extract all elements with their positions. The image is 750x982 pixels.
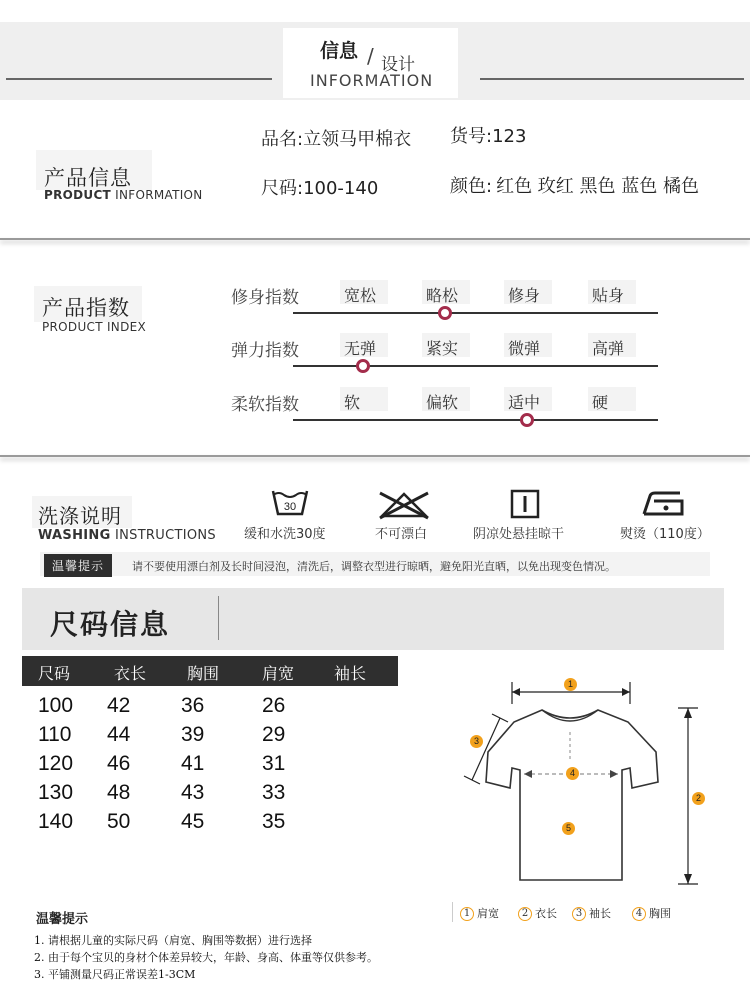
index-option: 偏软 [426, 393, 459, 412]
marker-1: 1 [564, 678, 577, 691]
iron-icon [638, 488, 686, 518]
col-chest: 胸围 [187, 664, 220, 683]
size-cell: 41 [181, 752, 205, 775]
col-length: 衣长 [114, 664, 147, 683]
size-cell: 44 [107, 723, 131, 746]
notes-title: 温馨提示 [36, 912, 89, 927]
index-option: 紧实 [426, 339, 459, 358]
notes-line-3: 3. 平铺测量尺码正常误差1-3CM [34, 968, 196, 981]
tshirt-diagram [450, 670, 740, 902]
hang-dry-icon [510, 489, 540, 519]
marker-2: 2 [692, 792, 705, 805]
product-info-subtitle: PRODUCT INFORMATION [44, 188, 203, 202]
size-cell: 48 [107, 781, 131, 804]
col-size: 尺码 [38, 664, 71, 683]
hang-dry-caption: 阴凉处悬挂晾干 [473, 527, 565, 542]
tip-text: 请不要使用漂白剂及长时间浸泡，清洗后，调整衣型进行晾晒，避免阳光直晒，以免出现变色情况。 [132, 560, 616, 573]
index-option: 高弹 [592, 339, 625, 358]
size-title-divider [218, 596, 219, 640]
index-option: 宽松 [344, 286, 377, 305]
index-track [293, 312, 658, 314]
size-range: 尺码:100-140 [261, 178, 379, 199]
size-cell: 43 [181, 781, 205, 804]
size-cell: 50 [107, 810, 131, 833]
product-index-title: 产品指数 [42, 296, 130, 320]
size-cell: 35 [262, 810, 286, 833]
color-options: 颜色: 红色 玫红 黑色 蓝色 橘色 [450, 176, 699, 197]
index-option: 硬 [592, 393, 609, 412]
index-option: 无弹 [344, 339, 377, 358]
index-track [293, 365, 658, 367]
size-cell: 110 [38, 723, 72, 746]
header-title: 信息 [320, 40, 359, 62]
header-rule-right [480, 78, 744, 80]
marker-4: 4 [566, 767, 579, 780]
size-cell: 45 [181, 810, 205, 833]
size-title: 尺码信息 [50, 608, 171, 641]
product-index-subtitle: PRODUCT INDEX [42, 320, 147, 334]
size-cell: 130 [38, 781, 74, 804]
product-name: 品名:立领马甲棉衣 [261, 129, 412, 150]
index-marker [520, 413, 534, 427]
index-option: 略松 [426, 286, 459, 305]
size-cell: 36 [181, 694, 205, 717]
index-option: 修身 [508, 286, 541, 305]
tip-badge: 温馨提示 [44, 554, 112, 577]
size-cell: 42 [107, 694, 131, 717]
col-sleeve: 袖长 [334, 664, 367, 683]
wash-temp-label: 30 [283, 501, 297, 513]
marker-5: 5 [562, 822, 575, 835]
size-cell: 46 [107, 752, 131, 775]
notes-line-1: 1. 请根据儿童的实际尺码（肩宽、胸围等数据）进行选择 [34, 934, 312, 947]
index-track [293, 419, 658, 421]
size-cell: 140 [38, 810, 74, 833]
index-option: 软 [344, 393, 361, 412]
product-info-title: 产品信息 [44, 166, 132, 190]
legend-length: 2 衣长 [518, 905, 557, 921]
header-subtitle: 设计 [381, 55, 415, 75]
size-cell: 33 [262, 781, 286, 804]
size-cell: 39 [181, 723, 205, 746]
washing-subtitle: WASHING INSTRUCTIONS [38, 528, 216, 543]
iron-caption: 熨烫（110度） [620, 527, 710, 542]
legend-sleeve: 3 袖长 [572, 905, 611, 921]
no-bleach-icon [376, 489, 432, 519]
index-option: 贴身 [592, 286, 625, 305]
index-option: 微弹 [508, 339, 541, 358]
header-en-title: INFORMATION [310, 71, 434, 90]
size-cell: 26 [262, 694, 286, 717]
size-cell: 120 [38, 752, 74, 775]
index-option: 适中 [508, 393, 541, 412]
divider-2 [0, 455, 750, 457]
index-label: 弹力指数 [231, 341, 299, 361]
wash-30-icon [270, 487, 310, 517]
no-bleach-caption: 不可漂白 [375, 527, 428, 542]
index-label: 修身指数 [231, 288, 299, 308]
col-shoulder: 肩宽 [262, 664, 295, 683]
size-cell: 100 [38, 694, 74, 717]
size-cell: 31 [262, 752, 286, 775]
index-label: 柔软指数 [231, 395, 299, 415]
wash-caption: 缓和水洗30度 [244, 527, 326, 542]
legend-shoulder: 1 肩宽 [460, 905, 499, 921]
size-cell: 29 [262, 723, 286, 746]
divider-1 [0, 238, 750, 240]
header-rule-left [6, 78, 272, 80]
notes-line-2: 2. 由于每个宝贝的身材个体差异较大，年龄、身高、体重等仅供参考。 [34, 951, 378, 964]
item-number: 货号:123 [450, 126, 527, 147]
index-marker [356, 359, 370, 373]
size-table-header [22, 656, 398, 686]
washing-title: 洗涤说明 [38, 504, 122, 528]
marker-3: 3 [470, 735, 483, 748]
index-marker [438, 306, 452, 320]
legend-chest: 4 胸围 [632, 905, 671, 921]
header-slash: / [367, 44, 374, 68]
